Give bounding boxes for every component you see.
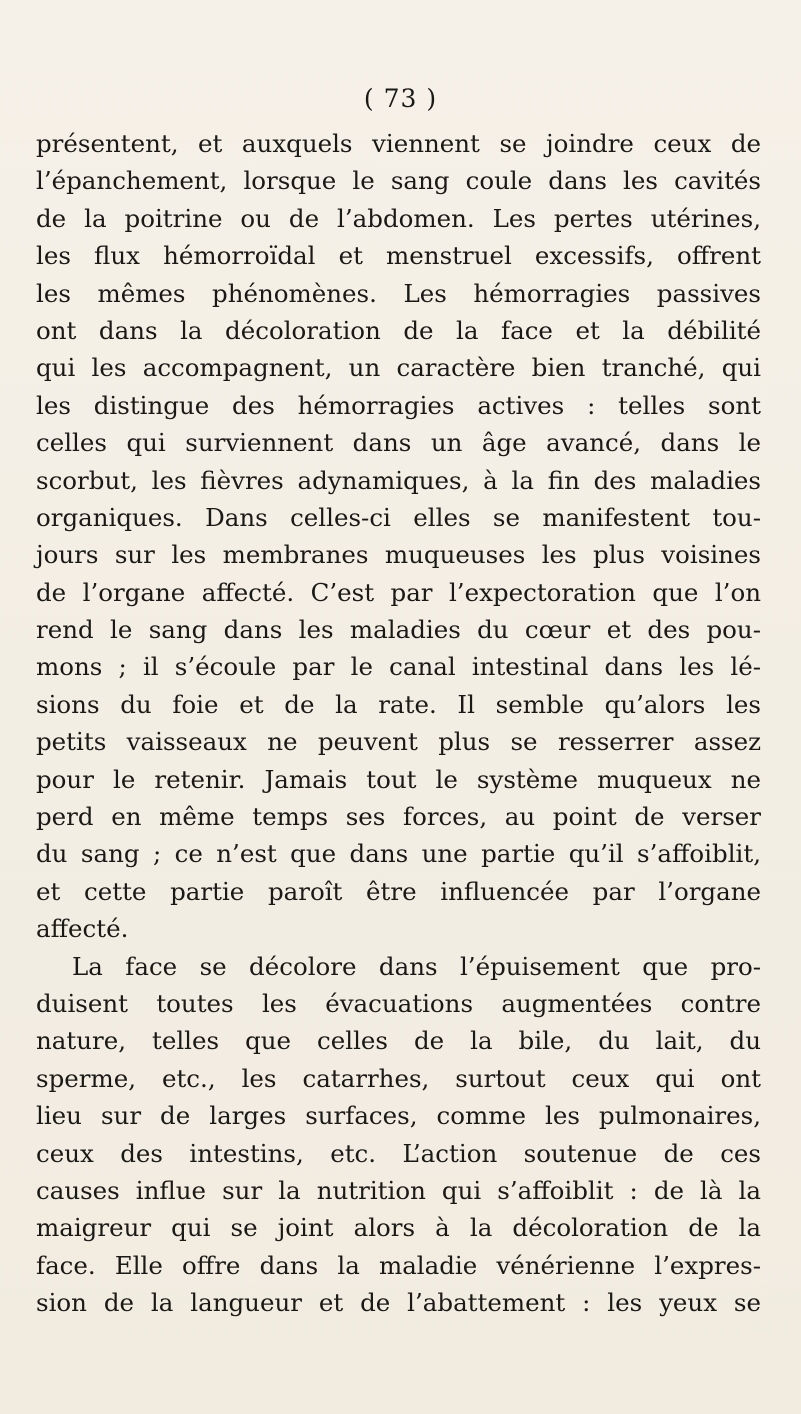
page-number: ( 73 ) — [363, 84, 438, 113]
text-line: du sang ; ce n’est que dans une partie qu’il s’affoiblit, — [36, 839, 761, 869]
text-line: ont dans la décoloration de la face et la débilité — [36, 315, 761, 345]
text-line: mons ; il s’écoule par le canal intestinal dans les lé- — [36, 652, 761, 682]
text-line: sion de la langueur et de l’abattement : les yeux se — [36, 1288, 761, 1318]
text-line: face. Elle offre dans la maladie vénérienne l’expres- — [36, 1250, 761, 1280]
text-line: les distingue des hémorragies actives : telles sont — [36, 390, 761, 420]
text-line: organiques. Dans celles-ci elles se manifestent tou- — [36, 502, 761, 532]
text-line: de la poitrine ou de l’abdomen. Les pertes utérines, — [36, 203, 761, 233]
paragraph-end-line: affecté. — [36, 914, 129, 944]
paragraph-start-line: La face se décolore dans l’épuisement que pro- — [72, 951, 761, 981]
text-line: jours sur les membranes muqueuses les plus voisines — [36, 540, 761, 570]
text-line: pour le retenir. Jamais tout le système muqueux ne — [36, 764, 761, 794]
text-line: de l’organe affecté. C’est par l’expectoration que l’on — [36, 577, 761, 607]
text-line: celles qui surviennent dans un âge avancé, dans le — [36, 428, 761, 458]
text-line: duisent toutes les évacuations augmentées contre — [36, 988, 761, 1018]
text-line: sperme, etc., les catarrhes, surtout ceux qui ont — [36, 1063, 761, 1093]
text-line: causes influe sur la nutrition qui s’affoiblit : de là la — [36, 1175, 761, 1205]
text-line: les flux hémorroïdal et menstruel excessifs, offrent — [36, 241, 761, 271]
text-line: l’épanchement, lorsque le sang coule dans les cavités — [36, 166, 761, 196]
text-line: les mêmes phénomènes. Les hémorragies passives — [36, 278, 761, 308]
text-line: lieu sur de larges surfaces, comme les pulmonaires, — [36, 1101, 761, 1131]
text-line: rend le sang dans les maladies du cœur et des pou- — [36, 615, 761, 645]
text-line: qui les accompagnent, un caractère bien tranché, qui — [36, 353, 761, 383]
text-line: et cette partie paroît être influencée par l’organe — [36, 876, 761, 906]
text-line: sions du foie et de la rate. Il semble qu’alors les — [36, 689, 761, 719]
text-line: nature, telles que celles de la bile, du lait, du — [36, 1026, 761, 1056]
text-line: perd en même temps ses forces, au point de verser — [36, 802, 761, 832]
text-line: ceux des intestins, etc. L’action soutenue de ces — [36, 1138, 761, 1168]
text-line: présentent, et auxquels viennent se joindre ceux de — [36, 129, 761, 158]
body-text — [36, 125, 761, 1322]
text-line: scorbut, les fièvres adynamiques, à la fin des maladies — [36, 465, 761, 495]
text-line: maigreur qui se joint alors à la décoloration de la — [36, 1213, 761, 1243]
text-line: petits vaisseaux ne peuvent plus se resserrer assez — [36, 727, 761, 757]
